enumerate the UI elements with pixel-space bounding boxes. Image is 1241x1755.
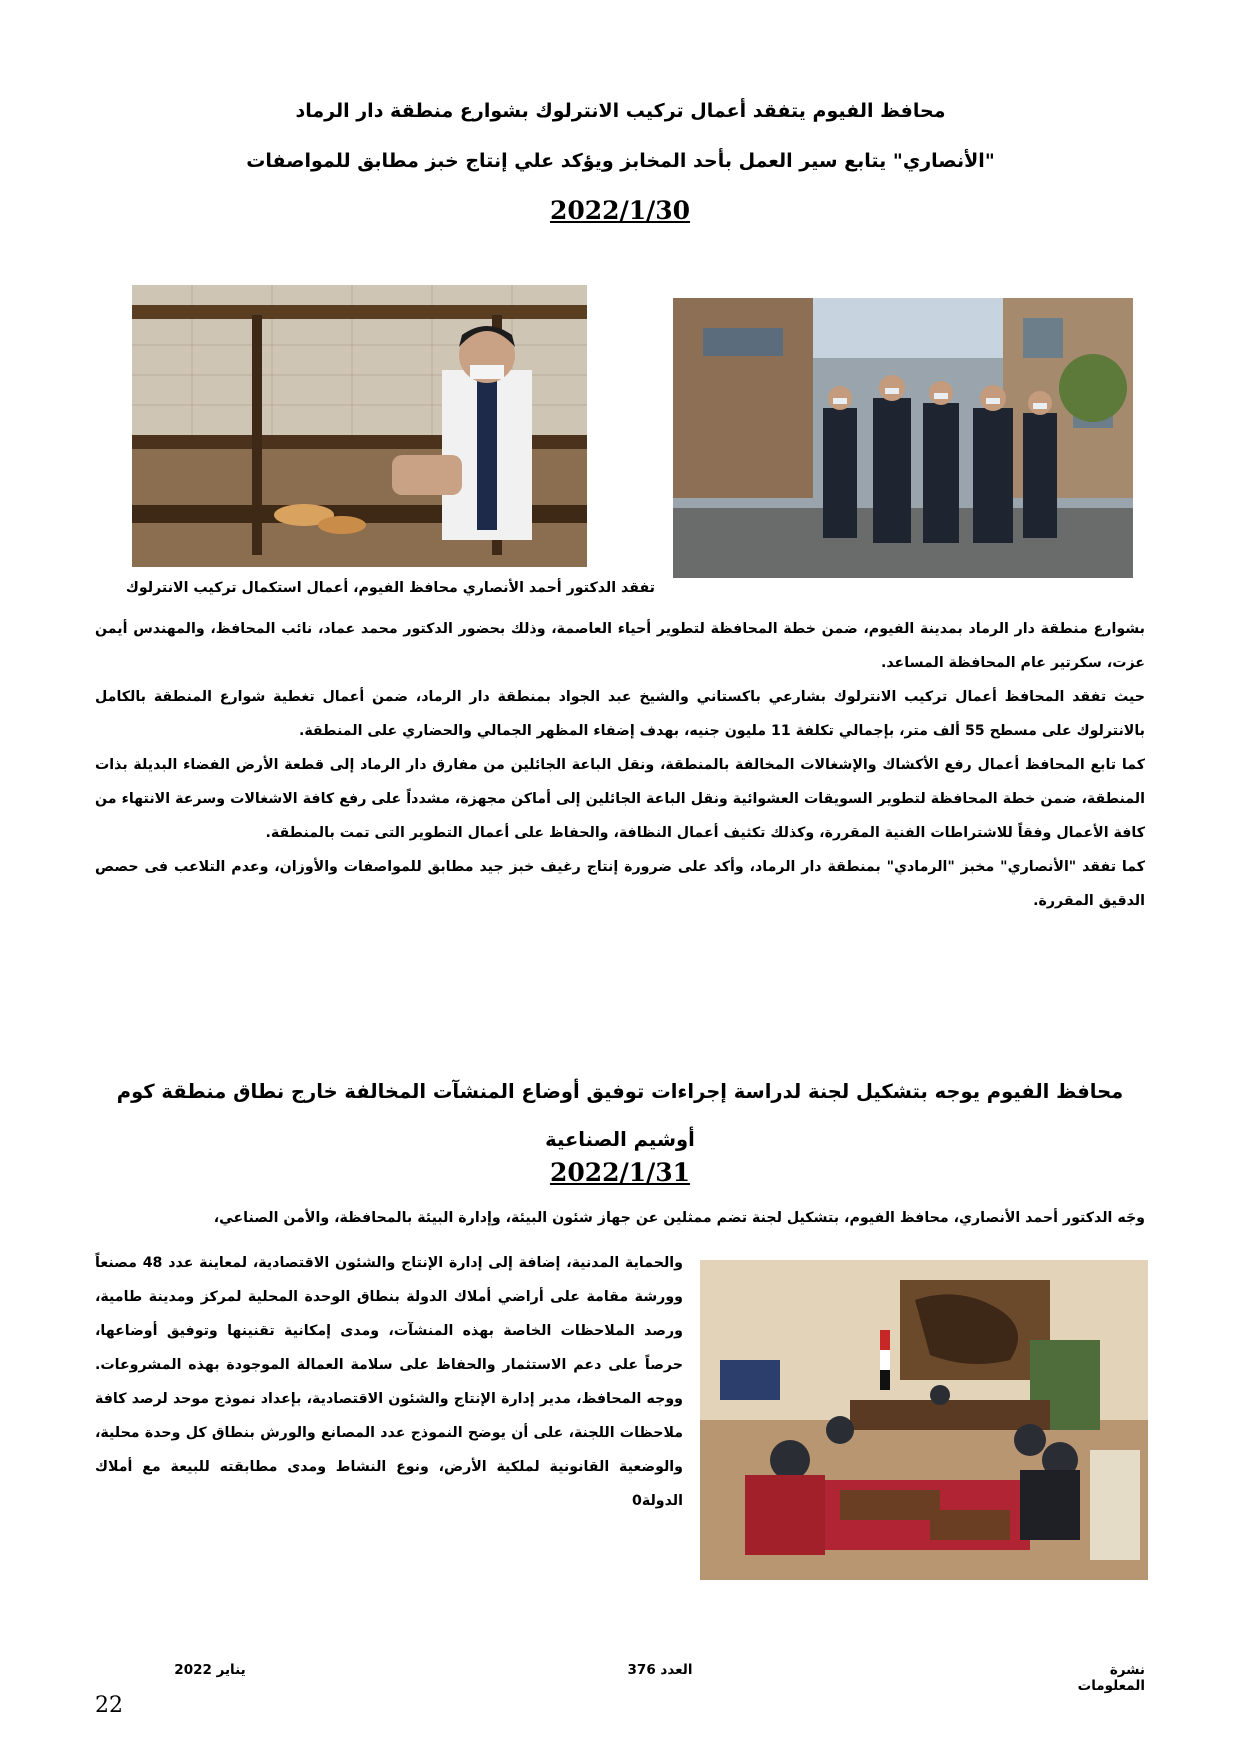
page-number: 22: [95, 1693, 123, 1718]
article1-paragraph: كما تفقد "الأنصاري" مخبز "الرمادي" بمنطقة دار الرماد، وأكد على ضرورة إنتاج رغيف خبز جيد مطابق للمواصفات والأوزان، وعدم التلاعب فى حصص الدقيق المقررة.: [95, 859, 1145, 909]
footer-issue: العدد 376: [627, 1662, 693, 1678]
street-walk-photo: [673, 298, 1133, 578]
article1-paragraph: بشوارع منطقة دار الرماد بمدينة الفيوم، ضمن خطة المحافظة لتطوير أحياء العاصمة، وذلك بحضور الدكتور محمد عماد، نائب المحافظ، والمهندس أيمن عزت، سكرتير عام المحافظة المساعد.: [95, 621, 1145, 671]
photo-caption: تفقد الدكتور أحمد الأنصاري محافظ الفيوم، أعمال استكمال تركيب الانترلوك: [125, 580, 655, 596]
article1-date: 2022/1/30: [549, 196, 691, 225]
meeting-photo: [700, 1260, 1148, 1580]
article2-title: محافظ الفيوم يوجه بتشكيل لجنة لدراسة إجراءات توفيق أوضاع المنشآت المخالفة خارج نطاق منطقة كوم أوشيم الصناعية: [116, 1080, 1124, 1151]
article2-date: 2022/1/31: [549, 1158, 691, 1187]
bakery-photo-image: [132, 285, 587, 567]
article1-title-line1: محافظ الفيوم يتفقد أعمال تركيب الانترلوك بشوارع منطقة دار الرماد: [295, 100, 946, 122]
article1-paragraph: حيث تفقد المحافظ أعمال تركيب الانترلوك بشارعي باكستاني والشيخ عبد الجواد بمنطقة دار الرماد، ضمن أعمال تغطية شوارع المنطقة بالكامل بالانترلوك على مسطح 55 ألف متر، بإجمالي تكلفة 11 مليون جنيه، بهدف إضفاء المظهر الجمالي والحضاري على المنطقة.: [95, 689, 1145, 739]
article1-body: [95, 612, 1145, 918]
article1-title-line2: "الأنصاري" يتابع سير العمل بأحد المخابز ويؤكد علي إنتاج خبز مطابق للمواصفات: [246, 150, 995, 172]
footer-month: يناير 2022: [174, 1662, 246, 1678]
article2-column-text: والحماية المدنية، إضافة إلى إدارة الإنتاج والشئون الاقتصادية، لمعاينة عدد 48 مصنعاً وورشة مقامة على أراضي أملاك الدولة بنطاق الوحدة المحلية لمركز ومدينة طامية، ورصد الملاحظات الخاصة بهذه المنشآت، ومدى إمكانية تقنينها وتوفيق أوضاعها، حرصاً على دعم الاستثمار والحفاظ على سلامة العمالة الموجودة بهذه المشروعات. ووجه المحافظ، مدير إدارة الإنتاج والشئون الاقتصادية، بإعداد نموذج موحد لرصد كافة ملاحظات اللجنة، على أن يوضح النموذج عدد المصانع والورش بنطاق كل وحدة محلية، والوضعية القانونية لملكية الأرض، ونوع النشاط ومدى مطابقته للبيعة مع أملاك الدولة0: [95, 1255, 683, 1509]
street-walk-photo-image: [673, 298, 1133, 578]
article2-first-line: وجَه الدكتور أحمد الأنصاري، محافظ الفيوم، بتشكيل لجنة تضم ممثلين عن جهاز شئون البيئة، وإدارة البيئة بالمحافظة، والأمن الصناعي،: [213, 1210, 1145, 1226]
footer-publication: نشرة المعلومات: [1077, 1662, 1145, 1694]
article1-paragraph: كما تابع المحافظ أعمال رفع الأكشاك والإشغالات المخالفة بالمنطقة، ونقل الباعة الجائلين من مفارق دار الرماد إلى قطعة الأرض الفضاء البديلة بذات المنطقة، ضمن خطة المحافظة لتطوير السويقات العشوائية ونقل الباعة الجائلين إلى أماكن مجهزة، مشدداً على رفع كافة الاشغالات وسرعة الانتهاء من كافة الأعمال وفقاً للاشتراطات الفنية المقررة، وكذلك تكثيف أعمال النظافة، والحفاظ على أعمال التطوير التى تمت بالمنطقة.: [95, 757, 1145, 841]
bakery-photo: [132, 285, 587, 567]
meeting-photo-image: [700, 1260, 1148, 1580]
